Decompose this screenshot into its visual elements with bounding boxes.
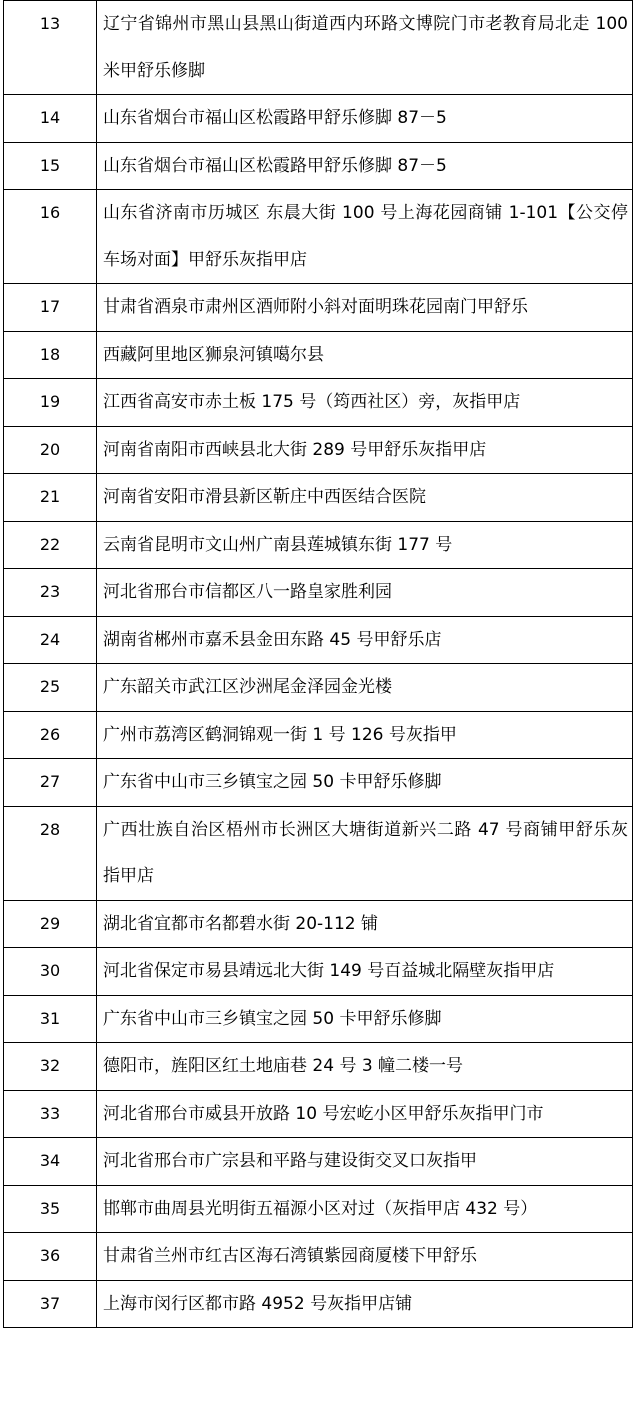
table-row	[4, 331, 633, 379]
table-row	[4, 190, 633, 284]
table-row	[4, 569, 633, 617]
row-number: 28	[4, 806, 97, 900]
table-row	[4, 664, 633, 712]
row-number: 35	[4, 1185, 97, 1233]
row-number: 25	[4, 664, 97, 712]
row-address: 辽宁省锦州市黑山县黑山街道西内环路文博院门市老教育局北走 100 米甲舒乐修脚	[97, 1, 633, 95]
row-address: 河北省邢台市信都区八一路皇家胜利园	[97, 569, 633, 617]
table-row	[4, 948, 633, 996]
row-address: 湖南省郴州市嘉禾县金田东路 45 号甲舒乐店	[97, 616, 633, 664]
table-row	[4, 1138, 633, 1186]
row-number: 13	[4, 1, 97, 95]
row-number: 14	[4, 95, 97, 143]
table-row	[4, 616, 633, 664]
row-number: 18	[4, 331, 97, 379]
table-row	[4, 426, 633, 474]
row-address: 山东省烟台市福山区松霞路甲舒乐修脚 87－5	[97, 142, 633, 190]
table-row	[4, 95, 633, 143]
row-address: 山东省烟台市福山区松霞路甲舒乐修脚 87－5	[97, 95, 633, 143]
row-number: 26	[4, 711, 97, 759]
table-row	[4, 1043, 633, 1091]
row-address: 河南省安阳市滑县新区靳庄中西医结合医院	[97, 474, 633, 522]
row-address: 甘肃省兰州市红古区海石湾镇紫园商厦楼下甲舒乐	[97, 1233, 633, 1281]
row-number: 34	[4, 1138, 97, 1186]
row-number: 36	[4, 1233, 97, 1281]
table-row	[4, 474, 633, 522]
row-address: 河北省邢台市威县开放路 10 号宏屹小区甲舒乐灰指甲门市	[97, 1090, 633, 1138]
row-number: 37	[4, 1280, 97, 1328]
row-address: 河南省南阳市西峡县北大街 289 号甲舒乐灰指甲店	[97, 426, 633, 474]
row-address: 广州市荔湾区鹤洞锦观一街 1 号 126 号灰指甲	[97, 711, 633, 759]
row-number: 33	[4, 1090, 97, 1138]
row-number: 30	[4, 948, 97, 996]
row-address: 河北省保定市易县靖远北大街 149 号百益城北隔壁灰指甲店	[97, 948, 633, 996]
row-address: 云南省昆明市文山州广南县莲城镇东街 177 号	[97, 521, 633, 569]
row-number: 29	[4, 900, 97, 948]
row-address: 德阳市，旌阳区红土地庙巷 24 号 3 幢二楼一号	[97, 1043, 633, 1091]
row-number: 22	[4, 521, 97, 569]
row-number: 20	[4, 426, 97, 474]
row-address: 广西壮族自治区梧州市长洲区大塘街道新兴二路 47 号商铺甲舒乐灰指甲店	[97, 806, 633, 900]
table-row	[4, 379, 633, 427]
table-row	[4, 284, 633, 332]
table-row	[4, 1185, 633, 1233]
row-address: 湖北省宜都市名都碧水街 20-112 铺	[97, 900, 633, 948]
address-table-body	[4, 1, 633, 1328]
row-address: 山东省济南市历城区 东晨大街 100 号上海花园商铺 1-101【公交停车场对面】甲舒乐灰指甲店	[97, 190, 633, 284]
row-address: 河北省邢台市广宗县和平路与建设街交叉口灰指甲	[97, 1138, 633, 1186]
row-address: 广东韶关市武江区沙洲尾金泽园金光楼	[97, 664, 633, 712]
table-row	[4, 759, 633, 807]
table-row	[4, 900, 633, 948]
table-row	[4, 806, 633, 900]
row-number: 32	[4, 1043, 97, 1091]
row-address: 西藏阿里地区狮泉河镇噶尔县	[97, 331, 633, 379]
row-number: 24	[4, 616, 97, 664]
table-row	[4, 142, 633, 190]
table-row	[4, 1090, 633, 1138]
row-number: 21	[4, 474, 97, 522]
row-number: 15	[4, 142, 97, 190]
table-row	[4, 521, 633, 569]
row-number: 17	[4, 284, 97, 332]
row-address: 广东省中山市三乡镇宝之园 50 卡甲舒乐修脚	[97, 759, 633, 807]
table-row	[4, 711, 633, 759]
row-number: 16	[4, 190, 97, 284]
row-address: 江西省高安市赤土板 175 号（筠西社区）旁，灰指甲店	[97, 379, 633, 427]
row-number: 27	[4, 759, 97, 807]
row-number: 31	[4, 995, 97, 1043]
address-table	[3, 0, 633, 1328]
table-row	[4, 1280, 633, 1328]
table-row	[4, 1233, 633, 1281]
row-address: 上海市闵行区都市路 4952 号灰指甲店铺	[97, 1280, 633, 1328]
row-number: 23	[4, 569, 97, 617]
table-row	[4, 1, 633, 95]
row-address: 邯郸市曲周县光明街五福源小区对过（灰指甲店 432 号）	[97, 1185, 633, 1233]
row-address: 广东省中山市三乡镇宝之园 50 卡甲舒乐修脚	[97, 995, 633, 1043]
row-number: 19	[4, 379, 97, 427]
table-row	[4, 995, 633, 1043]
row-address: 甘肃省酒泉市肃州区酒师附小斜对面明珠花园南门甲舒乐	[97, 284, 633, 332]
